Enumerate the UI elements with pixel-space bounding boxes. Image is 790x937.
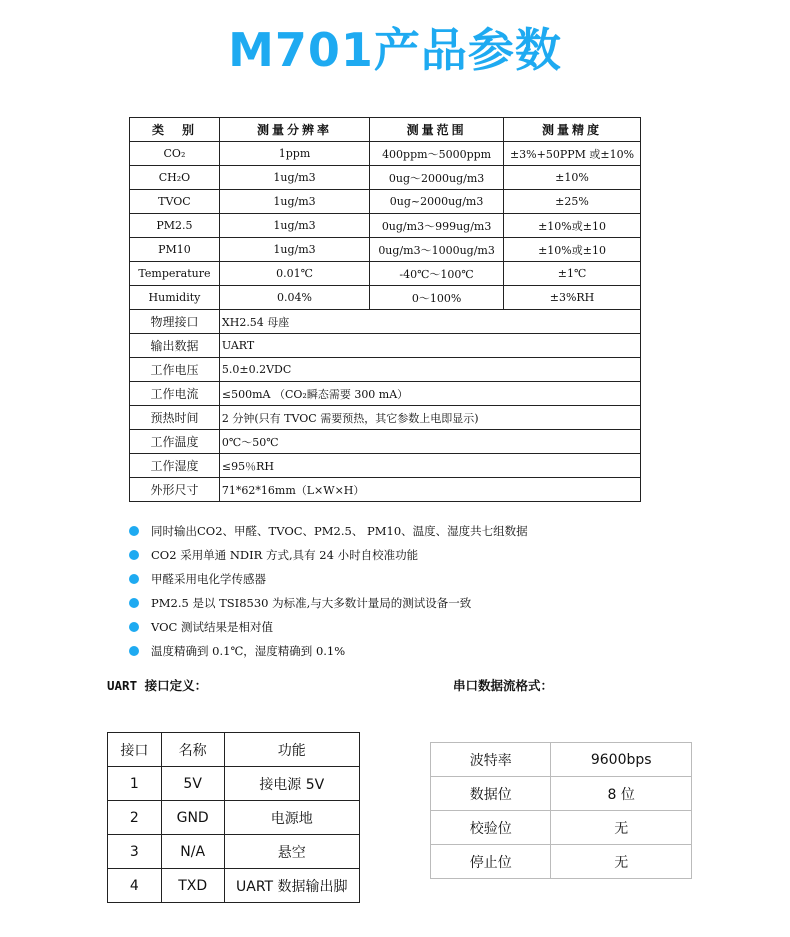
uart-cell-name: GND [161,801,224,835]
spec-table [129,117,641,502]
uart-cell-name: TXD [161,869,224,903]
spec-cell-cat: CO₂ [130,142,220,166]
uart-header-port: 接口 [108,733,162,767]
spec-cell-cat: CH₂O [130,166,220,190]
uart-cell-name: N/A [161,835,224,869]
serial-row [431,777,692,811]
spec-info-row [130,454,641,478]
serial-format-table [430,742,692,879]
info-value: 2 分钟(只有 TVOC 需要预热，其它参数上电即显示) [219,406,640,430]
serial-section-title: 串口数据流格式： [453,678,554,693]
serial-row [431,845,692,879]
spec-cell-range: 400ppm～5000ppm [370,142,504,166]
spec-cell-range: 0ug～2000ug/m3 [370,166,504,190]
header-accuracy: 测量精度 [504,118,641,142]
spec-info-row [130,478,641,502]
feature-item [129,591,528,615]
spec-cell-range: -40℃～100℃ [370,262,504,286]
spec-cell-range: 0ug~2000ug/m3 [370,190,504,214]
serial-value: 8 位 [551,777,692,811]
spec-cell-acc: ±3%RH [504,286,641,310]
feature-list [129,519,528,663]
uart-cell-function: 悬空 [224,835,359,869]
info-value: XH2.54 母座 [219,310,640,334]
info-label: 外形尺寸 [130,478,220,502]
spec-cell-cat: PM10 [130,238,220,262]
spec-cell-range: 0ug/m3～999ug/m3 [370,214,504,238]
spec-info-row [130,334,641,358]
spec-cell-cat: TVOC [130,190,220,214]
info-label: 工作电压 [130,358,220,382]
info-label: 物理接口 [130,310,220,334]
serial-label: 波特率 [431,743,551,777]
spec-row [130,262,641,286]
feature-text: 温度精确到 0.1℃，湿度精确到 0.1% [151,644,346,658]
uart-section-title: UART 接口定义： [107,678,208,693]
spec-header-row [130,118,641,142]
feature-item [129,519,528,543]
uart-cell-name: 5V [161,767,224,801]
bullet-dot-icon [129,598,139,608]
uart-header-function: 功能 [224,733,359,767]
serial-row [431,811,692,845]
uart-cell-port: 4 [108,869,162,903]
bullet-dot-icon [129,622,139,632]
serial-value: 无 [551,845,692,879]
spec-cell-cat: Humidity [130,286,220,310]
info-value: 71*62*16mm（L×W×H） [219,478,640,502]
uart-header-row [108,733,360,767]
feature-text: 甲醛采用电化学传感器 [151,572,266,586]
feature-item [129,567,528,591]
page-title: M701产品参数 [228,23,562,77]
spec-info-row [130,430,641,454]
spec-info-row [130,358,641,382]
spec-row [130,214,641,238]
bullet-dot-icon [129,526,139,536]
spec-row [130,142,641,166]
spec-cell-res: 1ug/m3 [219,166,369,190]
serial-value: 9600bps [551,743,692,777]
spec-row [130,166,641,190]
uart-cell-function: 电源地 [224,801,359,835]
bullet-dot-icon [129,646,139,656]
spec-info-row [130,406,641,430]
spec-cell-res: 0.04% [219,286,369,310]
uart-cell-function: UART 数据输出脚 [224,869,359,903]
feature-text: VOC 测试结果是相对值 [151,620,273,634]
serial-label: 校验位 [431,811,551,845]
bullet-dot-icon [129,550,139,560]
info-value: 5.0±0.2VDC [219,358,640,382]
uart-cell-function: 接电源 5V [224,767,359,801]
feature-item [129,639,528,663]
spec-cell-range: 0～100% [370,286,504,310]
serial-label: 数据位 [431,777,551,811]
spec-row [130,286,641,310]
info-label: 工作湿度 [130,454,220,478]
serial-row [431,743,692,777]
uart-row [108,869,360,903]
info-value: ≤95％RH [219,454,640,478]
spec-info-row [130,310,641,334]
feature-item [129,615,528,639]
spec-cell-acc: ±10% [504,166,641,190]
uart-row [108,835,360,869]
info-value: UART [219,334,640,358]
spec-cell-res: 1ppm [219,142,369,166]
spec-cell-acc: ±10%或±10 [504,238,641,262]
uart-cell-port: 2 [108,801,162,835]
spec-cell-res: 0.01℃ [219,262,369,286]
spec-cell-cat: PM2.5 [130,214,220,238]
info-label: 预热时间 [130,406,220,430]
serial-label: 停止位 [431,845,551,879]
header-category: 类 别 [130,118,220,142]
feature-item [129,543,528,567]
spec-cell-cat: Temperature [130,262,220,286]
spec-cell-res: 1ug/m3 [219,190,369,214]
info-label: 工作温度 [130,430,220,454]
spec-cell-res: 1ug/m3 [219,214,369,238]
info-label: 工作电流 [130,382,220,406]
feature-text: PM2.5 是以 TSI8530 为标准,与大多数计量局的测试设备一致 [151,596,472,610]
spec-cell-range: 0ug/m3～1000ug/m3 [370,238,504,262]
info-label: 输出数据 [130,334,220,358]
spec-cell-acc: ±3%+50PPM 或±10% [504,142,641,166]
spec-row [130,190,641,214]
spec-cell-acc: ±1℃ [504,262,641,286]
uart-header-name: 名称 [161,733,224,767]
feature-text: 同时输出CO2、甲醛、TVOC、PM2.5、 PM10、温度、湿度共七组数据 [151,524,528,538]
header-range: 测量范围 [370,118,504,142]
spec-cell-acc: ±10%或±10 [504,214,641,238]
header-resolution: 测量分辨率 [219,118,369,142]
info-value: ≤500mA （CO₂瞬态需要 300 mA） [219,382,640,406]
uart-row [108,767,360,801]
spec-cell-res: 1ug/m3 [219,238,369,262]
spec-row [130,238,641,262]
uart-row [108,801,360,835]
feature-text: CO2 采用单通 NDIR 方式,具有 24 小时自校准功能 [151,548,419,562]
info-value: 0℃～50℃ [219,430,640,454]
serial-value: 无 [551,811,692,845]
uart-cell-port: 3 [108,835,162,869]
uart-table [107,732,360,903]
spec-info-row [130,382,641,406]
uart-cell-port: 1 [108,767,162,801]
spec-cell-acc: ±25% [504,190,641,214]
bullet-dot-icon [129,574,139,584]
